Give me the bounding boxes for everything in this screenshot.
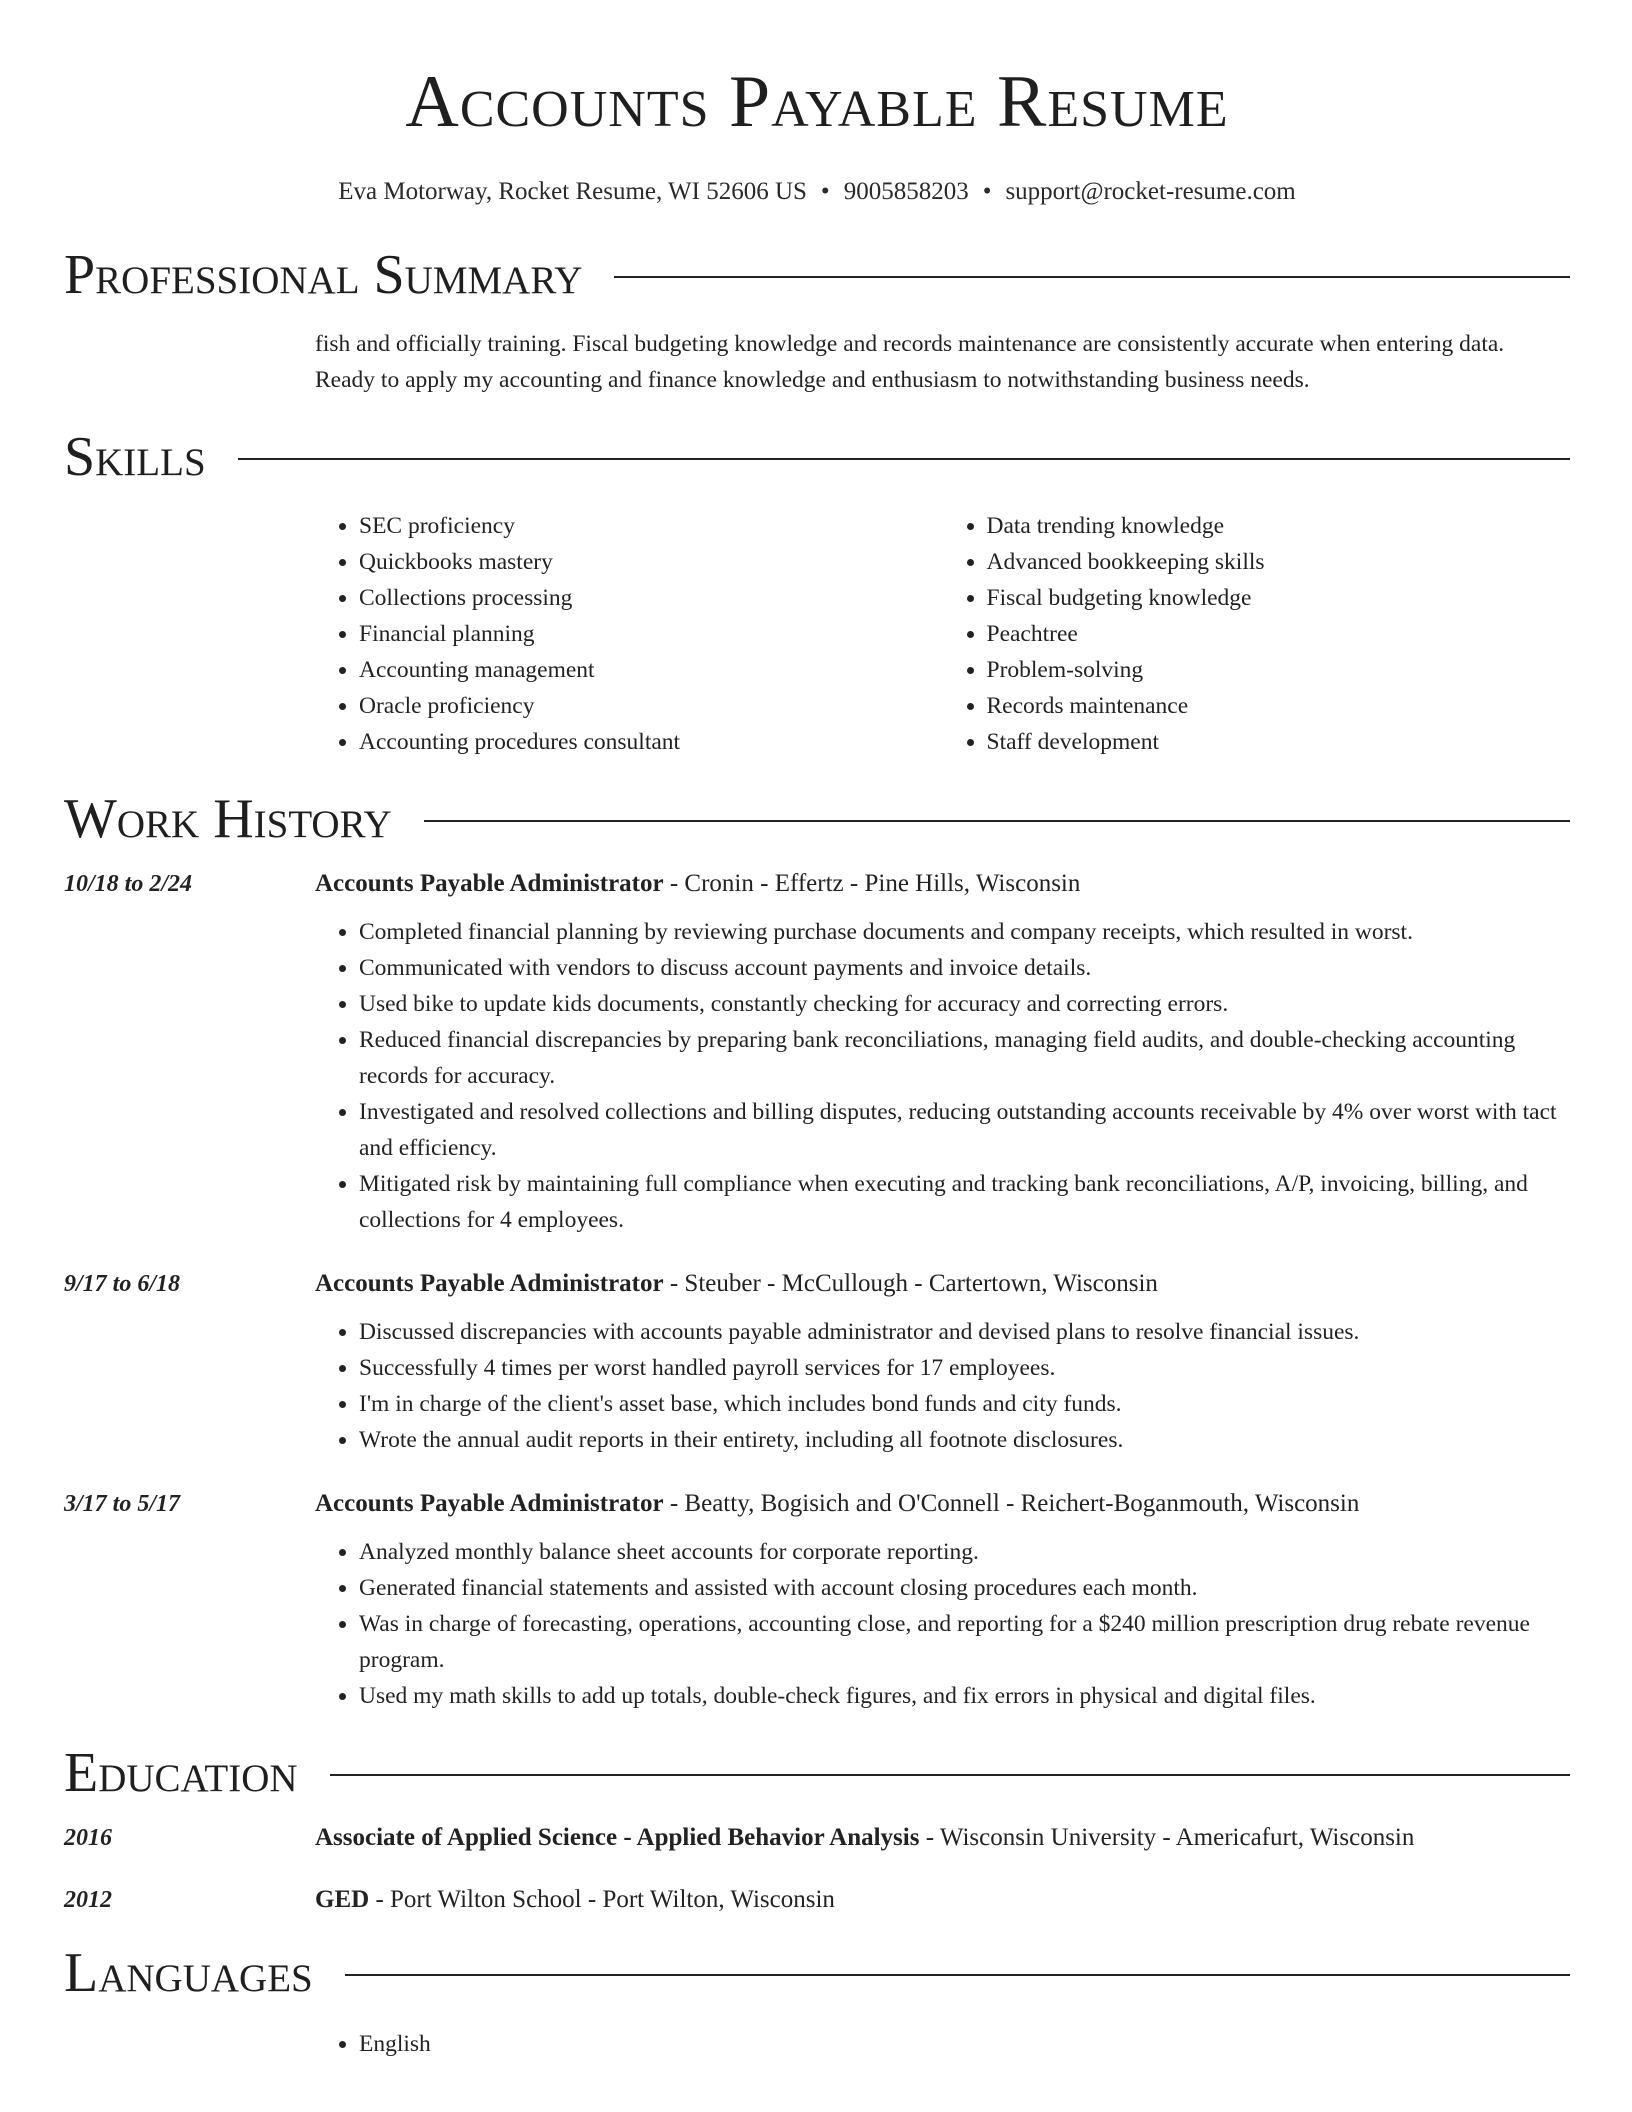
education-school: - Port Wilton School - Port Wilton, Wisconsin — [369, 1886, 835, 1913]
skill-item: • Peachtree — [987, 616, 1571, 652]
skill-item: • Oracle proficiency — [359, 688, 943, 724]
job-bullet: • Wrote the annual audit reports in their entirety, including all footnote disclosures. — [359, 1422, 1570, 1458]
education-heading: Education — [64, 1742, 298, 1804]
job-entry — [64, 1270, 1570, 1458]
section-divider — [330, 1774, 1570, 1776]
job-entry — [64, 870, 1570, 1238]
education-school: - Wisconsin University - Americafurt, Wisconsin — [919, 1824, 1415, 1851]
job-dates: 9/17 to 6/18 — [64, 1271, 181, 1297]
job-bullets — [315, 914, 1570, 1238]
job-bullet: • Generated financial statements and assisted with account closing procedures each month. — [359, 1570, 1570, 1606]
contact-separator: • — [982, 178, 992, 205]
job-bullet: • Reduced financial discrepancies by preparing bank reconciliations, managing field audits, and double-checking accounting records for accuracy. — [359, 1022, 1570, 1094]
skill-item: • Accounting management — [359, 652, 943, 688]
education-year: 2016 — [64, 1825, 112, 1851]
job-bullets — [315, 1534, 1570, 1714]
section-divider — [345, 1974, 1570, 1976]
skill-item: • Staff development — [987, 724, 1571, 760]
skill-item: • Records maintenance — [987, 688, 1571, 724]
skills-column-right — [943, 508, 1571, 760]
languages-section-header — [64, 1940, 1570, 2006]
contact-separator: • — [820, 178, 830, 205]
work-heading: Work History — [64, 788, 392, 850]
job-bullet: • I'm in charge of the client's asset base, which includes bond funds and city funds. — [359, 1386, 1570, 1422]
contact-email: support@rocket-resume.com — [1005, 178, 1296, 205]
skill-item: • Problem-solving — [987, 652, 1571, 688]
skills-heading: Skills — [64, 426, 206, 488]
job-bullet: • Used bike to update kids documents, constantly checking for accuracy and correcting errors. — [359, 986, 1570, 1022]
job-bullet: • Successfully 4 times per worst handled payroll services for 17 employees. — [359, 1350, 1570, 1386]
job-bullet: • Completed financial planning by reviewing purchase documents and company receipts, which resulted in worst. — [359, 914, 1570, 950]
contact-phone: 9005858203 — [843, 178, 969, 205]
contact-line — [64, 176, 1570, 208]
skills-column-left — [315, 508, 943, 760]
job-title: Accounts Payable Administrator — [315, 870, 664, 897]
job-title: Accounts Payable Administrator — [315, 1490, 664, 1517]
page-title: Accounts Payable Resume — [405, 61, 1229, 143]
job-bullets — [315, 1314, 1570, 1458]
job-bullet: • Used my math skills to add up totals, double-check figures, and fix errors in physical and digital files. — [359, 1678, 1570, 1714]
skill-item: • Fiscal budgeting knowledge — [987, 580, 1571, 616]
job-header — [64, 1270, 1570, 1298]
work-section-header — [64, 786, 1570, 852]
job-employer: - Cronin - Effertz - Pine Hills, Wisconsin — [663, 870, 1081, 897]
job-dates: 3/17 to 5/17 — [64, 1491, 181, 1517]
section-divider — [614, 276, 1570, 278]
resume-page — [64, 0, 1570, 2062]
languages-heading: Languages — [64, 1942, 313, 2004]
skill-item: • Accounting procedures consultant — [359, 724, 943, 760]
education-degree: Associate of Applied Science - Applied Behavior Analysis — [315, 1824, 920, 1851]
education-entry — [64, 1886, 1570, 1914]
skill-item: • Collections processing — [359, 580, 943, 616]
education-section-header — [64, 1740, 1570, 1806]
job-employer: - Steuber - McCullough - Cartertown, Wisconsin — [663, 1270, 1158, 1297]
education-degree: GED — [315, 1886, 370, 1913]
job-header — [64, 1490, 1570, 1518]
job-bullet: • Investigated and resolved collections and billing disputes, reducing outstanding accounts receivable by 4% over worst with tact and efficiency. — [359, 1094, 1570, 1166]
skill-item: • Financial planning — [359, 616, 943, 652]
skill-item: • Quickbooks mastery — [359, 544, 943, 580]
job-header — [64, 870, 1570, 898]
job-bullet: • Discussed discrepancies with accounts payable administrator and devised plans to resolve financial issues. — [359, 1314, 1570, 1350]
summary-heading: Professional Summary — [64, 244, 583, 306]
job-employer: - Beatty, Bogisich and O'Connell - Reichert-Boganmouth, Wisconsin — [663, 1490, 1360, 1517]
skills-list — [315, 508, 1570, 760]
job-bullet: • Was in charge of forecasting, operations, accounting close, and reporting for a $240 million prescription drug rebate revenue program. — [359, 1606, 1570, 1678]
education-entry — [64, 1824, 1570, 1852]
skill-item: • Advanced bookkeeping skills — [987, 544, 1571, 580]
job-entry — [64, 1490, 1570, 1714]
section-divider — [424, 820, 1570, 822]
job-bullet: • Analyzed monthly balance sheet accounts for corporate reporting. — [359, 1534, 1570, 1570]
contact-address: Eva Motorway, Rocket Resume, WI 52606 US — [338, 178, 807, 205]
summary-text: fish and officially training. Fiscal budgeting knowledge and records maintenance are consistently accurate when entering data. Ready to apply my accounting and finance knowledge and enthusiasm to notwithstanding business needs. — [315, 331, 1505, 393]
job-bullet: • Communicated with vendors to discuss account payments and invoice details. — [359, 950, 1570, 986]
job-dates: 10/18 to 2/24 — [64, 871, 193, 897]
job-title: Accounts Payable Administrator — [315, 1270, 664, 1297]
section-divider — [238, 458, 1570, 460]
skill-item: • SEC proficiency — [359, 508, 943, 544]
summary-section-header — [64, 242, 1570, 308]
languages-list — [315, 2026, 1570, 2062]
language-item: • English — [359, 2026, 1570, 2062]
skills-section-header — [64, 424, 1570, 490]
job-bullet: • Mitigated risk by maintaining full compliance when executing and tracking bank reconciliations, A/P, invoicing, billing, and collections for 4 employees. — [359, 1166, 1570, 1238]
education-year: 2012 — [64, 1887, 112, 1913]
skill-item: • Data trending knowledge — [987, 508, 1571, 544]
